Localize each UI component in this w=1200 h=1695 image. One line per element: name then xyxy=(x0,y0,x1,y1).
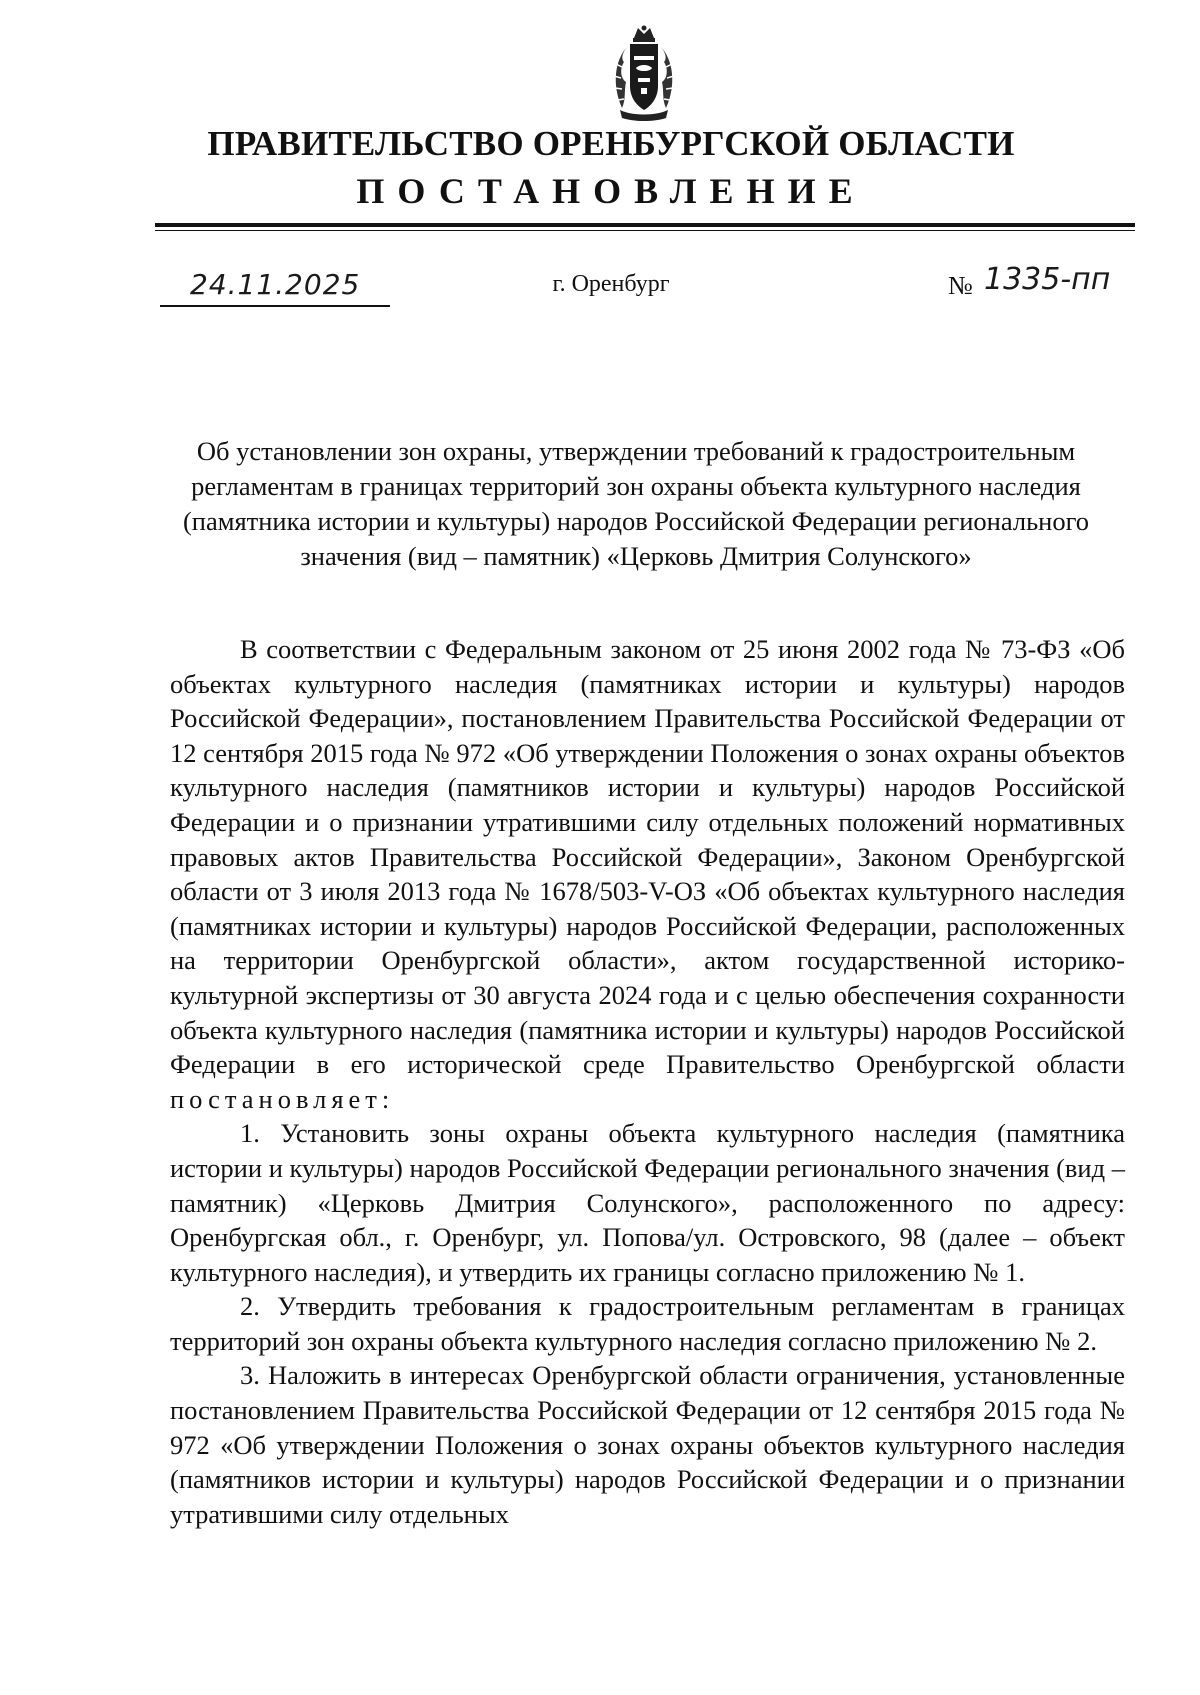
government-title: ПРАВИТЕЛЬСТВО ОРЕНБУРГСКОЙ ОБЛАСТИ xyxy=(207,124,1015,163)
item-3-paragraph: 3. Наложить в интересах Оренбургской области ограничения, установленные постановлением Правительства Российской Федерации от 12 сентября 2015 года № 972 «Об утверждении Положения о зонах охраны объектов культурного наследия (памятников истории и культуры) народов Российской Федерации и о признании утратившими силу отдельных xyxy=(170,1360,1125,1529)
document-body xyxy=(170,632,1125,1531)
document-number: 1335-пп xyxy=(984,262,1111,297)
number-sign: № xyxy=(948,271,973,300)
preamble-paragraph xyxy=(170,632,1125,1116)
item-2-paragraph: 2. Утвердить требования к градостроительным регламентам в границах территорий зон охраны объекта культурного наследия согласно приложению № 2. xyxy=(170,1291,1125,1356)
header-divider-thick xyxy=(155,223,1135,227)
header-divider-thin xyxy=(155,230,1135,231)
document-city: г. Оренбург xyxy=(552,271,670,297)
coat-of-arms-emblem xyxy=(608,24,680,122)
document-number-field xyxy=(948,262,1138,308)
date-underline xyxy=(160,305,390,307)
decree-word: постановляет: xyxy=(170,1083,395,1114)
document-date: 24.11.2025 xyxy=(190,268,361,301)
item-1-paragraph: 1. Установить зоны охраны объекта культурного наследия (памятника истории и культуры) народов Российской Федерации регионального значения (вид – памятник) «Церковь Дмитрия Солунского», расположенного по адресу: Оренбургская обл., г. Оренбург, ул. Попова/ул. Островского, 98 (далее – объект культурного наследия), и утвердить их границы согласно приложению № 1. xyxy=(170,1118,1125,1287)
preamble-text: В соответствии с Федеральным законом от 25 июня 2002 года № 73-ФЗ «Об объектах культурного наследия (памятниках истории и культуры) народов Российской Федерации», постановлением Правительства Российской Федерации от 12 сентября 2015 года № 972 «Об утверждении Положения о зонах охраны объектов культурного наследия (памятников истории и культуры) народов Российской Федерации и о признании утратившими силу отдельных положений нормативных правовых актов Правительства Российской Федерации», Законом Оренбургской области от 3 июля 2013 года № 1678/503-V-ОЗ «Об объектах культурного наследия (памятниках истории и культуры) народов Российской Федерации, расположенных на территории Оренбургской области», актом государственной историко-культурной экспертизы от 30 августа 2024 года и с целью обеспечения сохранности объекта культурного наследия (памятника истории и культуры) народов Российской Федерации в его исторической среде Правительство Оренбургской области xyxy=(170,634,1125,1080)
document-type: ПОСТАНОВЛЕНИЕ xyxy=(356,171,866,211)
document-subject: Об установлении зон охраны, утверждении требований к градостроительным регламентам в границах территорий зон охраны объекта культурного наследия (памятника истории и культуры) народов Российской Федерации регионального значения (вид – памятник) «Церковь Дмитрия Солунского» xyxy=(182,436,1090,571)
